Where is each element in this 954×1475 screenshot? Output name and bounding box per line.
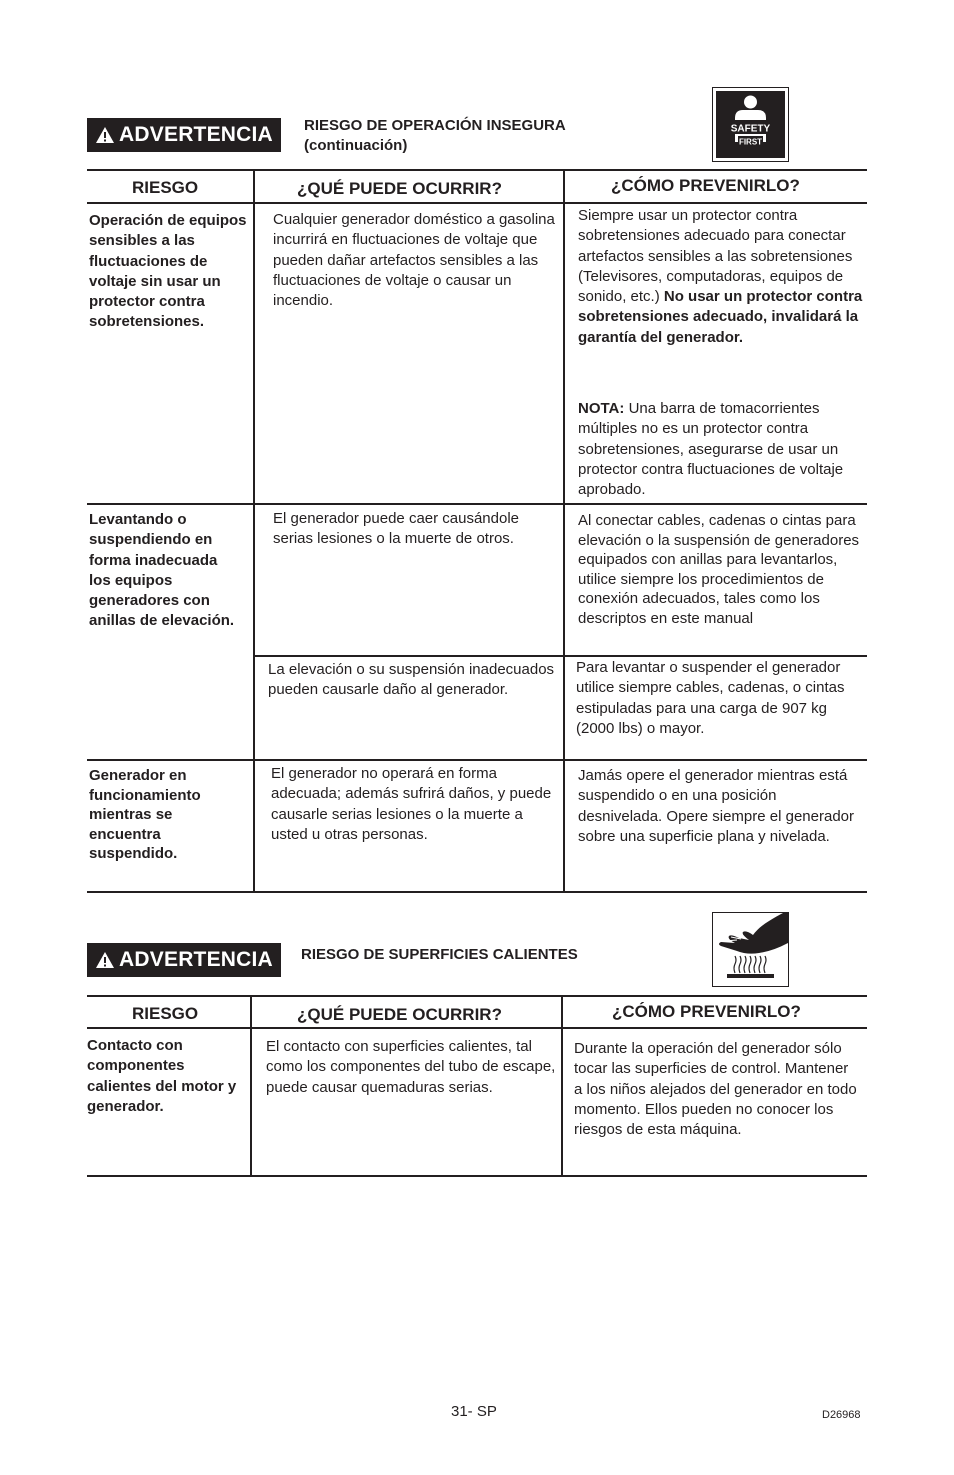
table1-row2-rule <box>87 759 867 761</box>
first-label: FIRST <box>738 137 763 147</box>
row3-prevent: Jamás opere el generador mientras está suspendido o en una posición desnivelada. Opere siempre el generador sobre una superficie plana y nivelada. <box>578 767 854 845</box>
table1-bottom-rule <box>87 891 867 893</box>
table1-row2-subrule <box>254 655 867 657</box>
warning-triangle-icon <box>95 951 115 969</box>
section-title: RIESGO DE OPERACIÓN INSEGURA (continuación) <box>304 117 566 154</box>
section2-prevent: Durante la operación del generador sólo tocar las superficies de control. Mantener a los niños alejados del generador en todo momento. Ellos pueden no conocer los riesgos de esta máquina. <box>574 1040 857 1139</box>
hot-surface-hand-icon <box>712 912 789 987</box>
row1-note <box>578 399 863 500</box>
warning-triangle-icon <box>95 126 115 144</box>
table2-header-rule <box>87 1027 867 1029</box>
table1-col1-divider <box>253 171 255 892</box>
warning-badge-2 <box>88 944 280 976</box>
table2-top-rule <box>87 995 867 997</box>
page-number: 31- SP <box>451 1403 497 1420</box>
warning-badge-label: ADVERTENCIA <box>119 948 273 971</box>
header2-risk: RIESGO <box>132 1004 199 1023</box>
section2-risk: Contacto con componentes calientes del motor y generador. <box>87 1037 237 1115</box>
row2-risk: Levantando o suspendiendo en forma inadecuada los equipos generadores con anillas de elevación. <box>89 511 235 630</box>
header2-prevent: ¿CÓMO PREVENIRLO? <box>612 1002 801 1021</box>
row2-prevent-b: Para levantar o suspender el generador utilice siempre cables, cadenas, o cintas estipuladas para una carga de 907 kg (2000 lbs) o mayor. <box>576 659 845 737</box>
header-what: ¿QUÉ PUEDE OCURRIR? <box>297 179 502 198</box>
document-code: D26968 <box>822 1409 861 1421</box>
warning-badge <box>88 119 280 151</box>
header2-what: ¿QUÉ PUEDE OCURRIR? <box>297 1005 502 1024</box>
table1-top-rule <box>87 169 867 171</box>
row1-risk: Operación de equipos sensibles a las fluctuaciones de voltaje sin usar un protector contra sobretensiones. <box>89 212 247 331</box>
table2-col2-divider <box>561 997 563 1176</box>
row1-prevent-bold: No usar un protector contra sobretensiones adecuado, invalidará la garantía del generador. <box>578 288 863 346</box>
section2-what: El contacto con superficies calientes, tal como los componentes del tubo de escape, puede causar quemaduras serias. <box>266 1038 556 1096</box>
warning-badge-label: ADVERTENCIA <box>119 123 273 146</box>
row2-what-a: El generador puede caer causándole serias lesiones o la muerte de otros. <box>273 510 520 548</box>
row1-prevent-text: Siempre usar un protector contra sobretensiones adecuado para conectar artefactos sensibles a las sobretensiones (Televisores, computadoras, equipos de sonido, etc.) <box>578 207 853 306</box>
safety-first-icon <box>712 87 789 162</box>
table2-bottom-rule <box>87 1175 867 1177</box>
row3-what: El generador no operará en forma adecuada; además sufrirá daños, y puede causarle serias lesiones o la muerte a usted u otras personas. <box>271 765 552 843</box>
table2-col1-divider <box>250 997 252 1176</box>
note-text: Una barra de tomacorrientes múltiples no es un protector contra sobretensiones, asegurarse de usar un protector contra fluctuaciones de voltaje aprobado. <box>578 400 844 499</box>
note-label: NOTA: <box>578 400 625 417</box>
table1-col2-divider <box>563 171 565 892</box>
safety-label: SAFETY <box>730 123 771 135</box>
header-risk: RIESGO <box>132 178 199 197</box>
row1-what: Cualquier generador doméstico a gasolina incurrirá en fluctuaciones de voltaje que pueden dañar artefactos sensibles a las fluctuaciones de voltaje o causar un incendio. <box>273 211 555 310</box>
row3-risk: Generador en funcionamiento mientras se encuentra suspendido. <box>89 767 201 862</box>
table1-row1-rule <box>87 503 867 505</box>
header-prevent: ¿CÓMO PREVENIRLO? <box>611 176 800 195</box>
row2-prevent-a: Al conectar cables, cadenas o cintas para elevación o la suspensión de generadores equipados con anillas para levantarlos, utilice siempre los procedimientos de conexión adecuados, tales como los descriptos en este manual <box>578 512 860 627</box>
row1-prevent <box>578 206 863 348</box>
section2-title: RIESGO DE SUPERFICIES CALIENTES <box>301 946 578 963</box>
table1-header-rule <box>87 202 867 204</box>
row2-what-b: La elevación o su suspensión inadecuados pueden causarle daño al generador. <box>268 661 555 699</box>
